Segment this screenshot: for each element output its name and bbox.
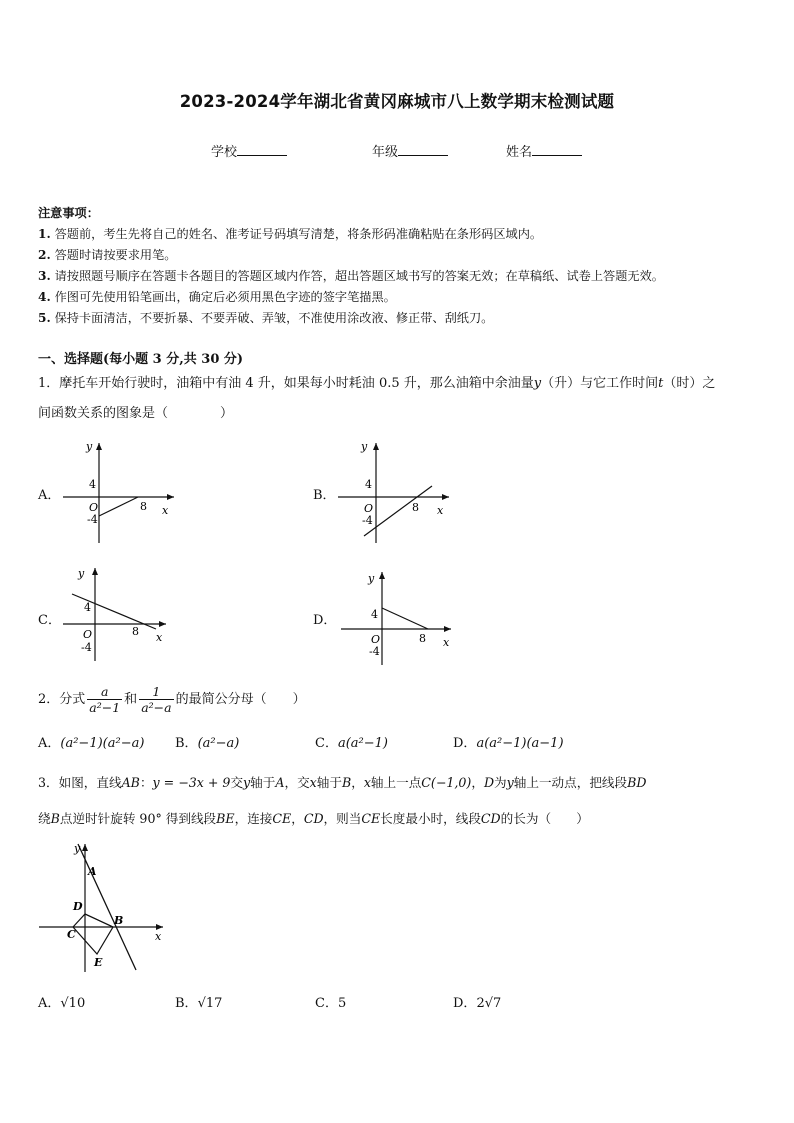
graph-a-tick-m4: -4 [87, 513, 98, 526]
graph-a-tick-4: 4 [89, 478, 96, 491]
q1-graph-c[interactable] [58, 563, 183, 663]
graph-d-origin: O [371, 633, 381, 646]
graph-d-tick-4: 4 [371, 608, 378, 621]
school-field [211, 141, 287, 160]
q1-graph-b[interactable] [333, 438, 458, 548]
fig-point-a: A [88, 865, 97, 878]
graph-d-tick-m4: -4 [369, 645, 380, 658]
notes-item: 3. 请按照题号顺序在答题卡各题目的答题区域内作答，超出答题区域书写的答案无效；在草稿纸、试卷上答题无效。 [38, 269, 664, 283]
q1-graph-d[interactable] [333, 567, 458, 667]
q1-option-c-label[interactable]: C． [38, 613, 61, 628]
fig-y-label: y [74, 842, 81, 855]
name-label: 姓名 [506, 145, 533, 160]
graph-b-tick-8: 8 [412, 501, 419, 514]
graph-b-x-label: x [437, 504, 444, 517]
school-blank[interactable] [237, 143, 287, 156]
q1-option-a-label[interactable]: A． [38, 488, 61, 503]
graph-b-origin: O [364, 502, 374, 515]
q3-option-d[interactable]: D．2√7 [453, 996, 502, 1011]
fraction-1: $\frac{a}{\text{a²−1}}$ [89, 684, 121, 715]
q1-option-b-label[interactable]: B． [313, 488, 336, 503]
fraction-2: $\frac{1}{\text{a²−a}}$ [141, 684, 172, 715]
section-heading: 一、选择题(每小题 3 分,共 30 分) [38, 352, 244, 367]
graph-b-tick-4: 4 [365, 478, 372, 491]
graph-b-y-label: y [361, 440, 368, 453]
question-2: 2．分式 $\frac{a}{\text{a²−1}}$ 和 $\frac{1}{\text{a²−a}}$ 的最简公分母（ ） [38, 684, 306, 715]
question-1-line2: 间函数关系的图象是（ ） [38, 406, 234, 421]
notes-item: 1. 答题前，考生先将自己的姓名、准考证号码填写清楚，将条形码准确粘贴在条形码区域内。 [38, 227, 543, 241]
q2-option-b[interactable]: B．(a²−a) [175, 736, 240, 751]
graph-c-x-label: x [156, 631, 163, 644]
notes-block [38, 203, 664, 329]
name-field [506, 141, 582, 160]
question-3-line2: 绕B点逆时针旋转 90° 得到线段BE，连接CE，CD，则当CE长度最小时，线段CD的长为（ ） [38, 811, 589, 826]
page-title: 2023-2024学年湖北省黄冈麻城市八上数学期末检测试题 [179, 92, 615, 111]
graph-a-origin: O [89, 501, 99, 514]
graph-b-tick-m4: -4 [362, 514, 373, 527]
q1-graph-a[interactable] [58, 438, 183, 548]
graph-a-x-label: x [162, 504, 169, 517]
graph-c-tick-m4: -4 [81, 641, 92, 654]
question-3-line1: 3．如图，直线AB：y = −3x + 9交y轴于A，交x轴于B，x轴上一点C(−1,0)，D为y轴上一动点，把线段BD [38, 775, 647, 790]
grade-blank[interactable] [398, 143, 448, 156]
fig-point-c: C [67, 928, 76, 941]
graph-c-origin: O [83, 628, 93, 641]
notes-item: 4. 作图可先使用铅笔画出，确定后必须用黑色字迹的签字笔描黑。 [38, 290, 396, 304]
q2-option-a[interactable]: A．(a²−1)(a²−a) [38, 736, 145, 751]
graph-d-tick-8: 8 [419, 632, 426, 645]
fig-point-e: E [94, 956, 103, 969]
q2-option-c[interactable]: C．a(a²−1) [315, 736, 388, 751]
graph-c-tick-8: 8 [132, 625, 139, 638]
q3-figure[interactable] [36, 838, 168, 978]
notes-heading: 注意事项： [38, 206, 99, 220]
q3-option-b[interactable]: B．√17 [175, 996, 223, 1011]
name-blank[interactable] [532, 143, 582, 156]
school-label: 学校 [211, 145, 238, 160]
notes-item: 5. 保持卡面清洁，不要折暴、不要弄破、弄皱，不准使用涂改液、修正带、刮纸刀。 [38, 311, 494, 325]
q1-option-d-label[interactable]: D． [313, 613, 337, 628]
q3-option-a[interactable]: A．√10 [38, 996, 86, 1011]
graph-d-x-label: x [443, 636, 450, 649]
question-1-line1: 1．摩托车开始行驶时，油箱中有油 4 升，如果每小时耗油 0.5 升，那么油箱中余油量y（升）与它工作时间t（时）之 [38, 376, 716, 391]
graph-c-y-label: y [78, 567, 85, 580]
fig-point-d: D [73, 900, 83, 913]
graph-a-tick-8: 8 [140, 500, 147, 513]
grade-field [372, 141, 448, 160]
graph-c-tick-4: 4 [84, 601, 91, 614]
graph-d-y-label: y [368, 572, 375, 585]
notes-item: 2. 答题时请按要求用笔。 [38, 248, 177, 262]
q2-option-d[interactable]: D．a(a²−1)(a−1) [453, 736, 564, 751]
fig-point-b: B [114, 914, 124, 927]
fig-x-label: x [155, 930, 162, 943]
graph-a-y-label: y [86, 440, 93, 453]
q3-option-c[interactable]: C．5 [315, 996, 347, 1011]
grade-label: 年级 [372, 145, 399, 160]
